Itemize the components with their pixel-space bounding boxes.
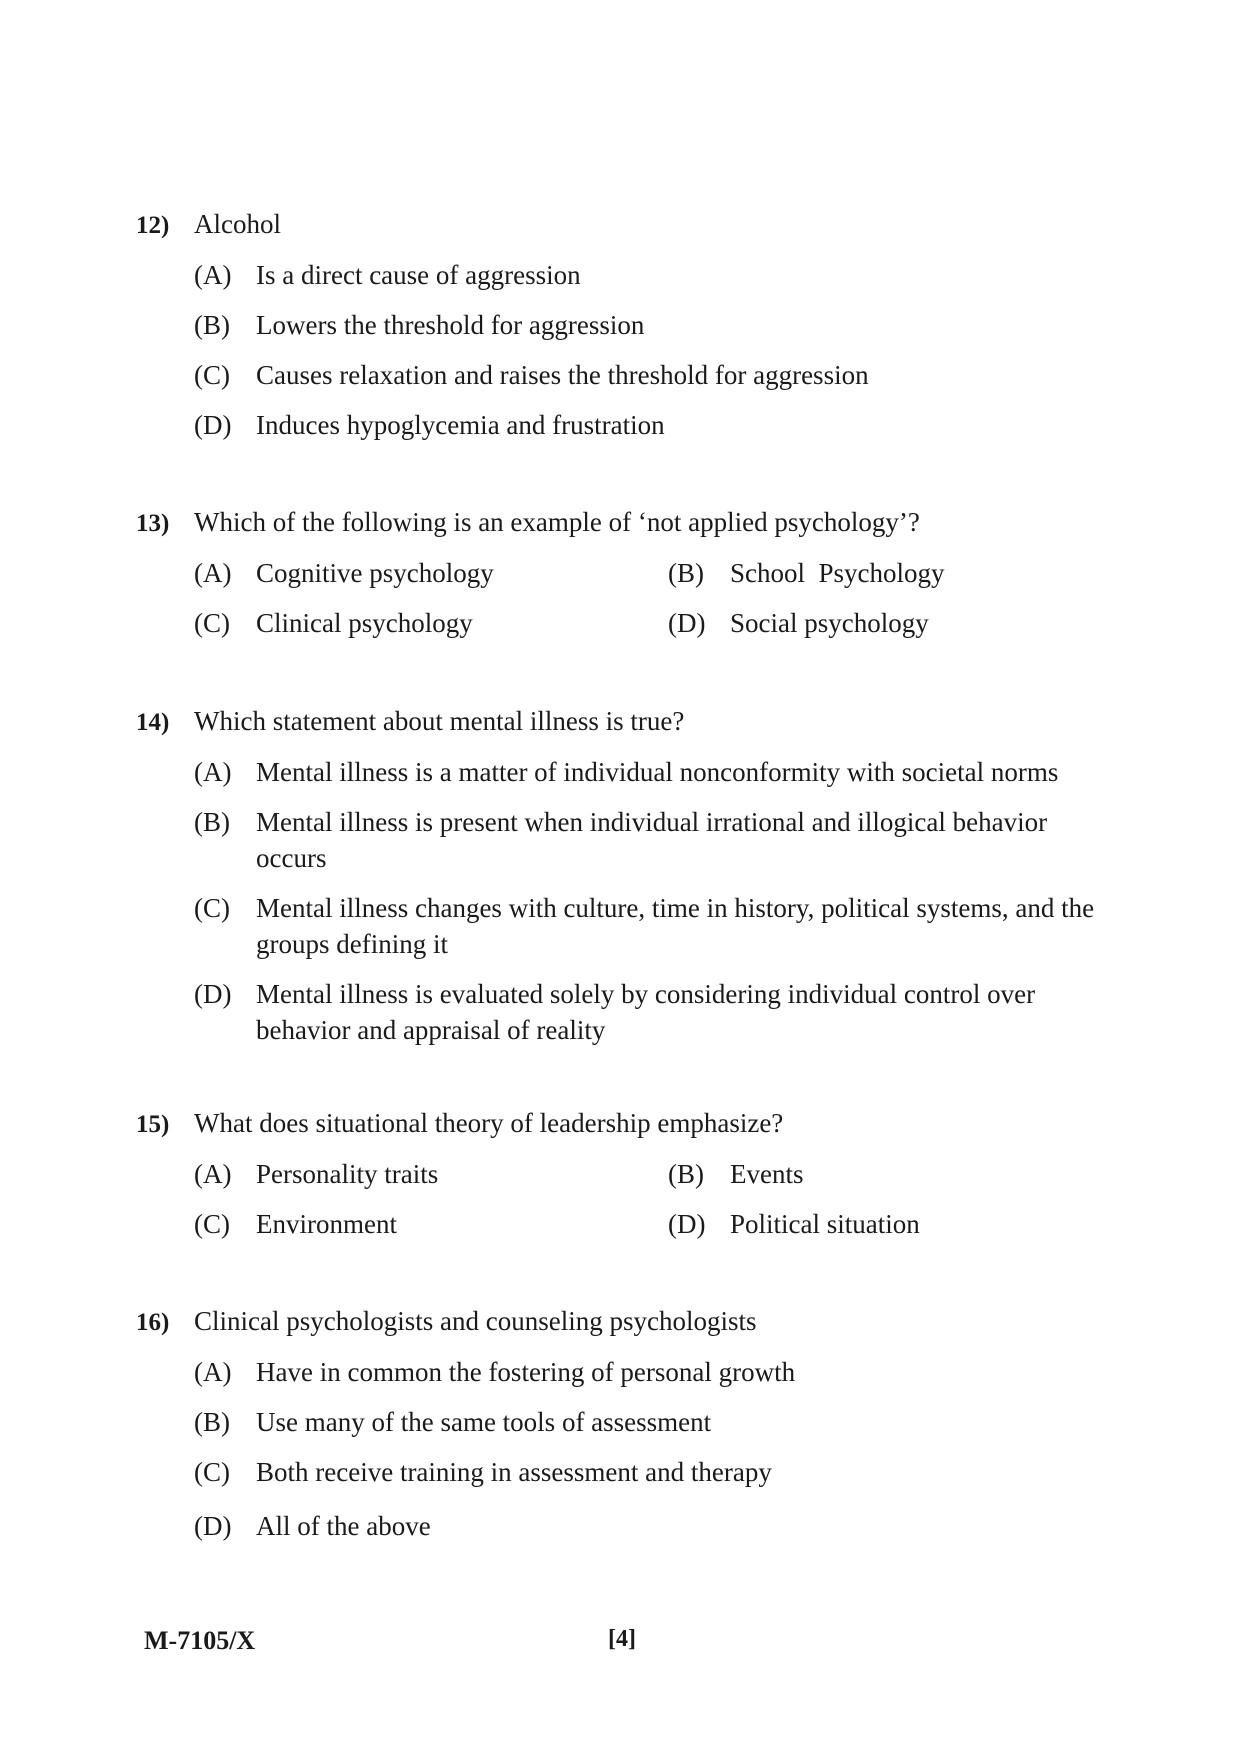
question-number: 15) <box>136 1111 170 1138</box>
option-text: Mental illness is a matter of individual nonconformity with societal norms <box>256 757 1059 787</box>
option-letter: (B) <box>194 1407 230 1437</box>
option-d <box>194 407 1096 443</box>
option-text: Social psychology <box>730 608 929 638</box>
option-letter: (A) <box>194 1159 232 1189</box>
option-text: Induces hypoglycemia and frustration <box>256 410 665 440</box>
option-letter: (D) <box>668 1209 706 1239</box>
option-text: Personality traits <box>256 1159 439 1189</box>
option-letter: (D) <box>194 1511 232 1541</box>
option-text: Political situation <box>730 1209 920 1239</box>
option-letter: (D) <box>194 979 232 1009</box>
option-letter: (A) <box>194 1357 232 1387</box>
option-letter: (B) <box>668 558 704 588</box>
option-letter: (C) <box>194 1209 230 1239</box>
question-number: 13) <box>136 510 170 537</box>
option-text: All of the above <box>256 1511 431 1541</box>
question-number: 16) <box>136 1309 170 1336</box>
option-text: Have in common the fostering of personal growth <box>256 1357 796 1387</box>
option-letter: (C) <box>194 1457 230 1487</box>
option-letter: (D) <box>668 608 706 638</box>
option-text: Lowers the threshold for aggression <box>256 310 645 340</box>
option-letter: (B) <box>668 1159 704 1189</box>
question-number: 14) <box>136 709 170 736</box>
question-text: Clinical psychologists and counseling psychologists <box>194 1306 757 1336</box>
paper-code: M-7105/X <box>144 1626 256 1655</box>
question-number: 12) <box>136 212 170 239</box>
option-text: Both receive training in assessment and therapy <box>256 1457 772 1487</box>
page-number: [4] <box>608 1626 636 1652</box>
option-text: Use many of the same tools of assessment <box>256 1407 712 1437</box>
option-a <box>194 1354 1096 1390</box>
option-text: Cognitive psychology <box>256 558 494 588</box>
option-text: School Psychology <box>730 558 945 588</box>
option-letter: (C) <box>194 608 230 638</box>
option-letter: (B) <box>194 310 230 340</box>
option-text: Mental illness is evaluated solely by considering individual control over behavior and appraisal of reality <box>256 979 1036 1045</box>
question-text: Alcohol <box>194 209 281 239</box>
option-text: Mental illness is present when individual irrational and illogical behavior occurs <box>256 807 1048 873</box>
option-letter: (A) <box>194 558 232 588</box>
option-d <box>668 605 1068 641</box>
option-d <box>194 1508 1096 1544</box>
option-letter: (C) <box>194 893 230 923</box>
option-letter: (A) <box>194 260 232 290</box>
question-13 <box>136 505 1096 641</box>
option-b <box>194 1404 1096 1440</box>
option-letter: (D) <box>194 410 232 440</box>
option-d <box>194 976 1096 1048</box>
option-a <box>194 754 1096 790</box>
option-letter: (A) <box>194 757 232 787</box>
question-12 <box>136 207 1096 443</box>
option-c <box>194 1454 1096 1490</box>
question-text: Which statement about mental illness is true? <box>194 706 685 736</box>
option-text: Events <box>730 1159 804 1189</box>
option-a <box>194 555 668 591</box>
option-b <box>668 555 1068 591</box>
option-a <box>194 257 1096 293</box>
option-c <box>194 1206 668 1242</box>
option-d <box>668 1206 1068 1242</box>
option-b <box>194 804 1096 876</box>
option-text: Causes relaxation and raises the threshold for aggression <box>256 360 869 390</box>
question-15 <box>136 1106 1096 1242</box>
option-c <box>194 605 668 641</box>
option-a <box>194 1156 668 1192</box>
option-c <box>194 357 1096 393</box>
option-text: Is a direct cause of aggression <box>256 260 581 290</box>
question-text: What does situational theory of leadership emphasize? <box>194 1108 784 1138</box>
option-letter: (B) <box>194 807 230 837</box>
option-text: Mental illness changes with culture, time in history, political systems, and the groups defining it <box>256 893 1095 959</box>
question-14 <box>136 704 1096 1048</box>
question-text: Which of the following is an example of ‘not applied psychology’? <box>194 507 920 537</box>
option-letter: (C) <box>194 360 230 390</box>
option-text: Environment <box>256 1209 397 1239</box>
option-text: Clinical psychology <box>256 608 473 638</box>
option-b <box>668 1156 1068 1192</box>
option-c <box>194 890 1096 962</box>
option-b <box>194 307 1096 343</box>
question-16 <box>136 1304 1096 1544</box>
